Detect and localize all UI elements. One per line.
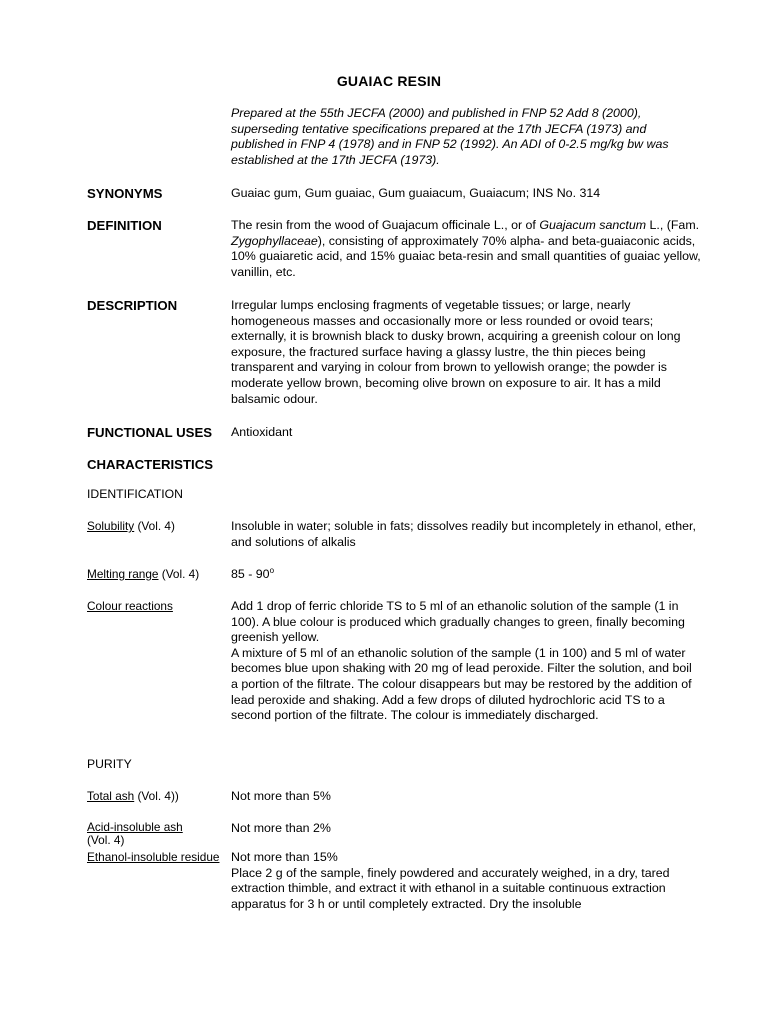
definition-species: Guajacum sanctum [539,218,647,232]
synonyms-value: Guaiac gum, Gum guaiac, Gum guaiacum, Guaiacum; INS No. 314 [231,186,601,200]
functional-uses-heading: FUNCTIONAL USES [87,425,213,440]
synonyms-heading: SYNONYMS [87,186,163,201]
characteristics-heading: CHARACTERISTICS [87,457,214,472]
colour-reactions-label [87,599,173,615]
ethanol-insoluble-residue-limit: Not more than 15% [231,850,338,864]
definition-text-2: L., (Fam. [646,218,700,232]
acid-insoluble-ash-link[interactable]: Acid-insoluble ash [87,820,183,834]
acid-insoluble-ash-ref: (Vol. 4) [87,833,125,847]
page-title: GUAIAC RESIN [336,73,442,89]
degree-superscript: o [269,566,275,575]
solubility-link[interactable]: Solubility [87,519,135,533]
definition-family: Zygophyllaceae [231,233,318,248]
colour-reactions-para-2: A mixture of 5 ml of an ethanolic solution of the sample (1 in 100) and 5 ml of water becomes blue upon shaking with 20 mg of lead peroxide. Filter the solution, and boil a portion of the filtrate. The colour disappears but may be restored by the addition of lead peroxide and shaking. Add a few drops of diluted hydrochloric acid TS to a second portion of the filtrate. The colour is immediately discharged. [231,645,692,723]
definition-text-1: The resin from the wood of Guajacum officinale L., or of [231,218,540,232]
functional-uses-value: Antioxidant [231,425,293,439]
colour-reactions-value [231,599,701,724]
solubility-label [87,519,175,535]
melting-range-number: 85 - 90 [231,567,270,581]
definition-heading: DEFINITION [87,218,162,233]
total-ash-value: Not more than 5% [231,789,331,803]
definition-value [231,218,701,280]
ethanol-insoluble-residue-value [231,850,701,912]
melting-range-value [231,567,701,583]
melting-range-link[interactable]: Melting range [87,567,159,581]
total-ash-label [87,789,179,805]
melting-range-ref: (Vol. 4) [158,567,200,581]
intro-paragraph: Prepared at the 55th JECFA (2000) and published in FNP 52 Add 8 (2000), superseding tentative specifications prepared at the 17th JECFA (1973) and published in FNP 4 (1978) and in FNP 52 (1992). An ADI of 0-2.5 mg/kg bw was established at the 17th JECFA (1973). [231,106,669,167]
acid-insoluble-ash-label [87,821,183,847]
description-value: Irregular lumps enclosing fragments of vegetable tissues; or large, nearly homogeneous masses and occasionally more or less rounded or ovoid tears; externally, it is brownish black to dusky brown, acquiring a greenish colour on long exposure, the fractured surface having a glassy lustre, the thin pieces being transparent and varying in colour from brown to yellowish orange; the powder is moderate yellow brown, becoming olive brown on exposure to air. It has a mild balsamic odour. [231,298,681,406]
solubility-value: Insoluble in water; soluble in fats; dissolves readily but incompletely in ethanol, ether, and solutions of alkalis [231,519,696,549]
colour-reactions-para-1: Add 1 drop of ferric chloride TS to 5 ml of an ethanolic solution of the sample (1 in 100). A blue colour is produced which gradually changes to green, finally becoming greenish yellow. [231,599,685,645]
melting-range-label [87,567,199,583]
ethanol-insoluble-residue-label [87,850,219,866]
total-ash-link[interactable]: Total ash [87,789,135,803]
acid-insoluble-ash-value: Not more than 2% [231,821,331,835]
purity-heading: PURITY [87,757,132,771]
solubility-ref: (Vol. 4) [134,519,175,533]
ethanol-insoluble-residue-method: Place 2 g of the sample, finely powdered and accurately weighed, in a dry, tared extraction thimble, and extract it with ethanol in a suitable continuous extraction apparatus for 3 h or until completely extracted. Dry the insoluble [231,865,670,911]
description-heading: DESCRIPTION [87,298,178,313]
colour-reactions-link[interactable]: Colour reactions [87,599,173,613]
identification-heading: IDENTIFICATION [87,487,183,501]
ethanol-insoluble-residue-link[interactable]: Ethanol-insoluble residue [87,850,220,864]
total-ash-ref: (Vol. 4)) [134,789,179,803]
definition-text-3: ), consisting of approximately 70% alpha- and beta-guaiaconic acids, 10% guaiaretic acid, and 15% guaiac beta-resin and small quantities of guaiac yellow, vanillin, etc. [231,233,701,279]
